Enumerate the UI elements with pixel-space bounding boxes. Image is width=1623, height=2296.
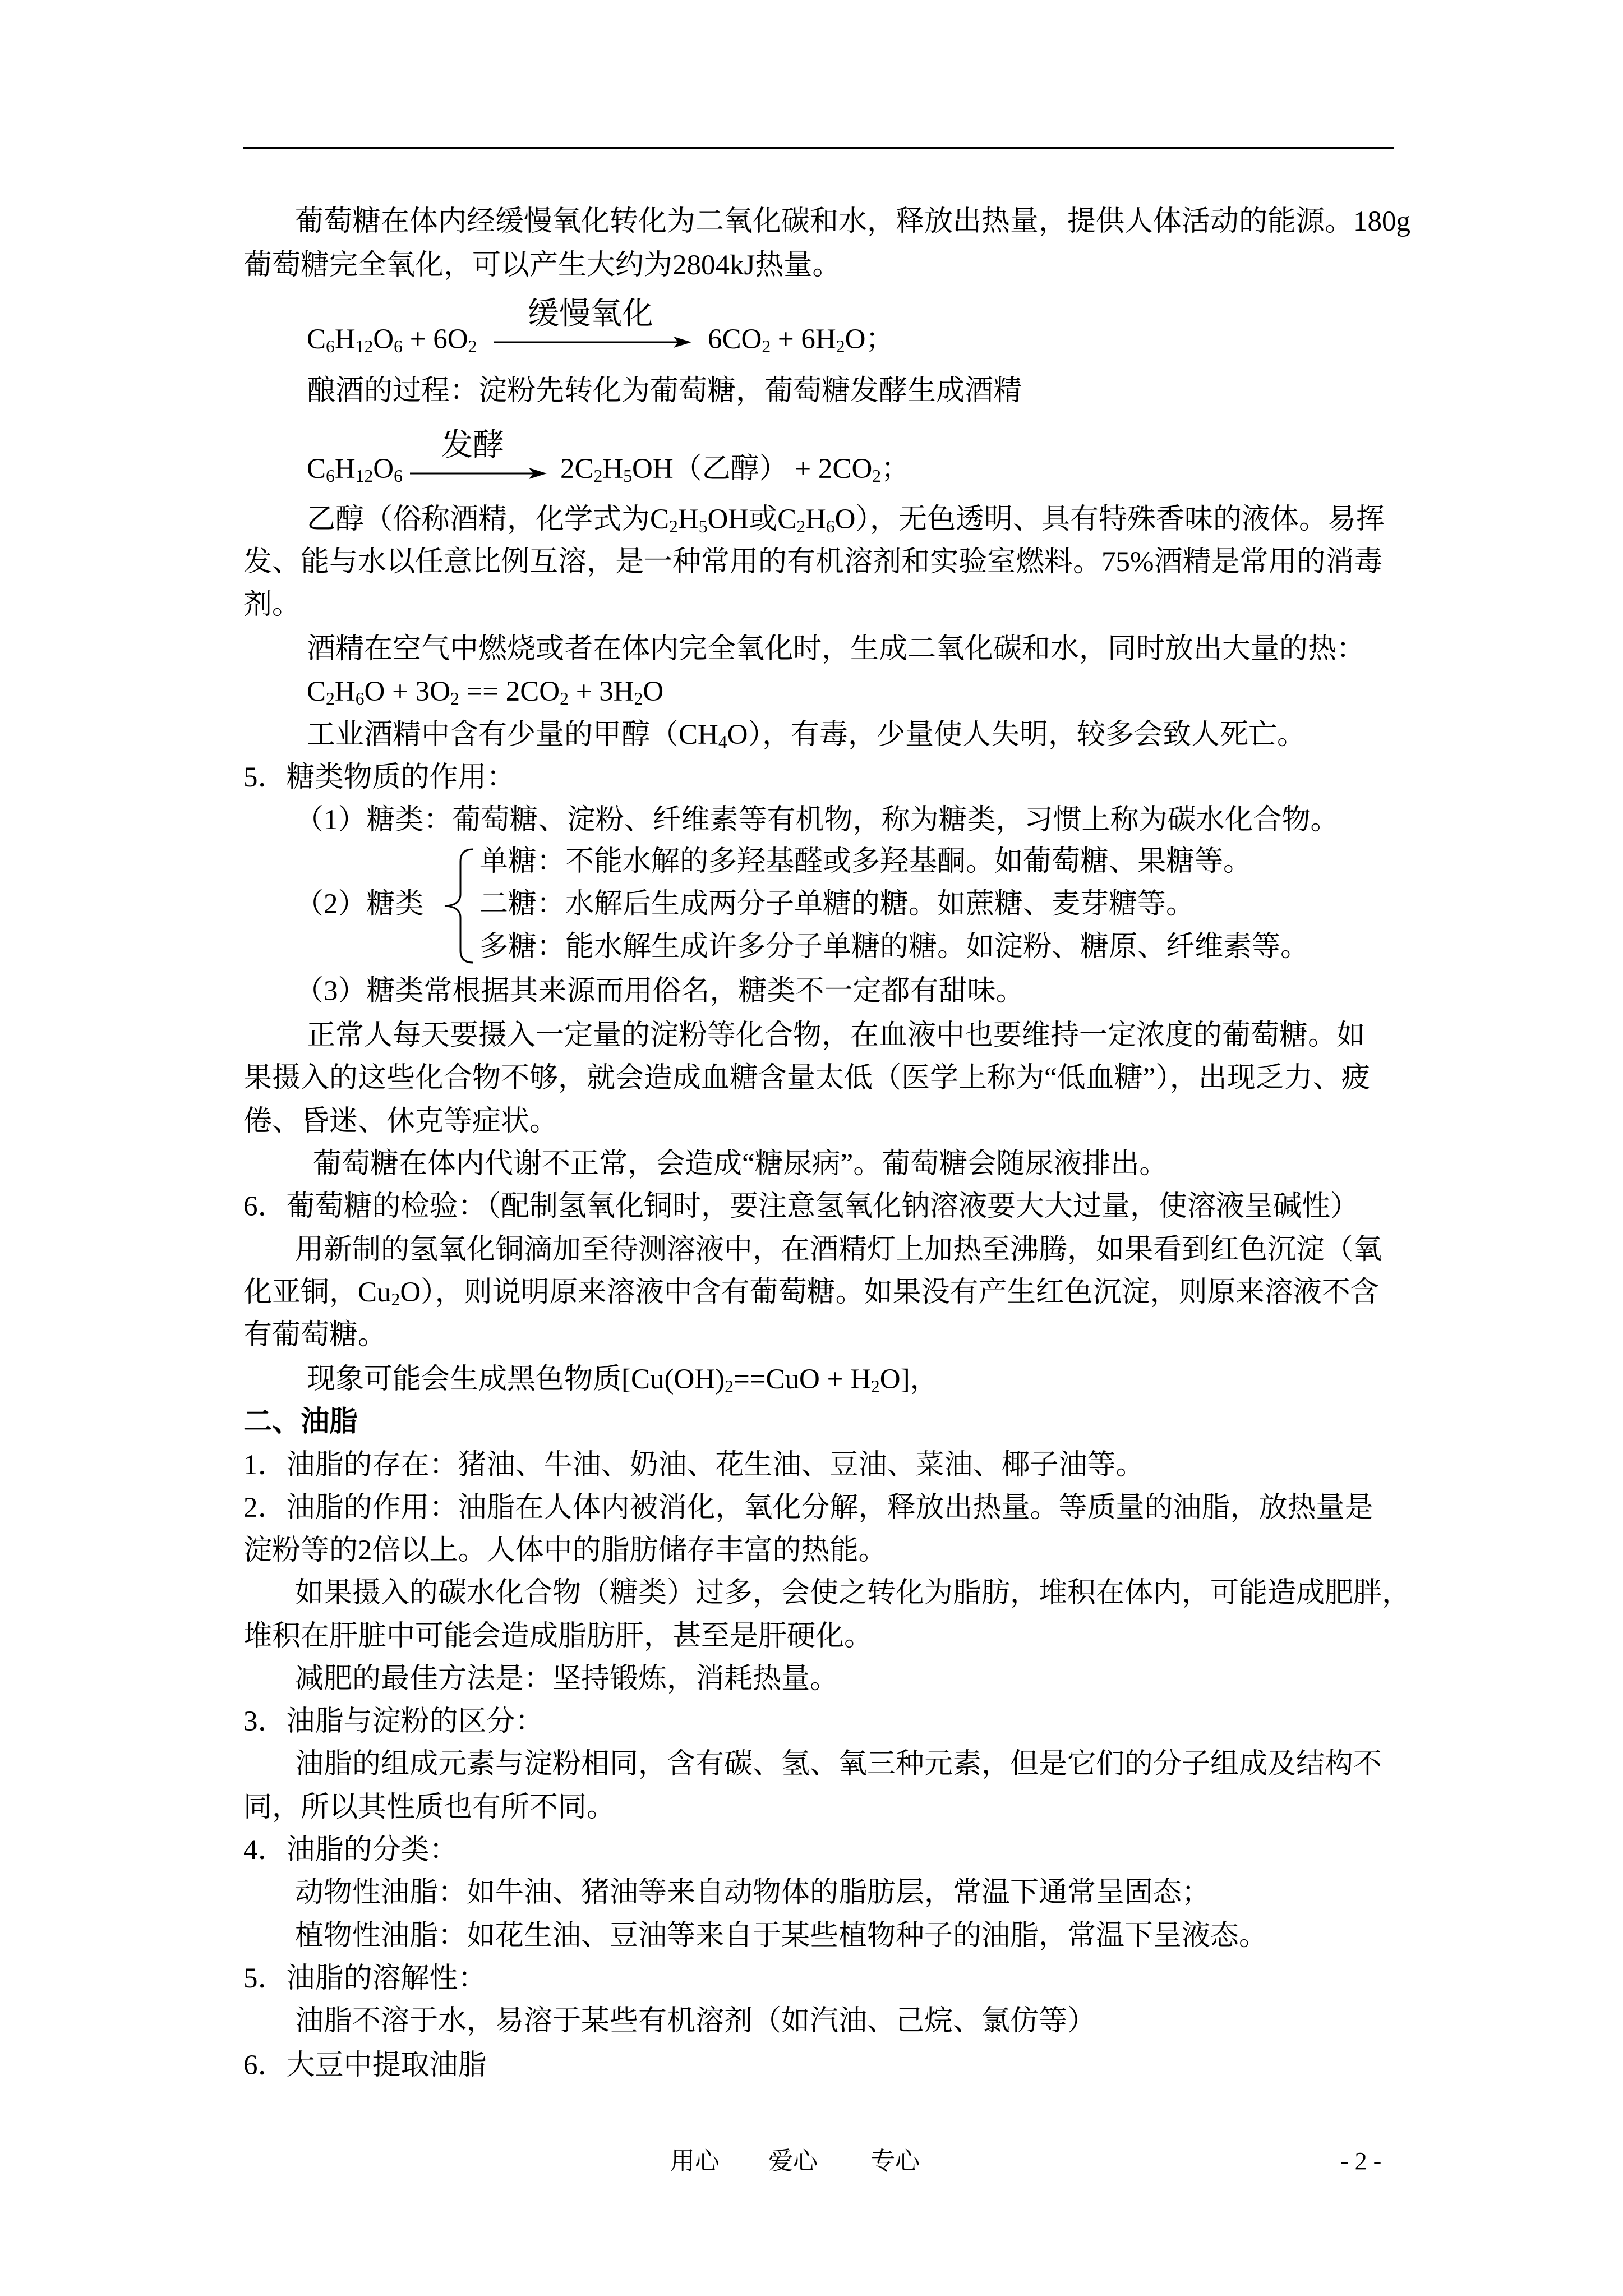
text-run: O； xyxy=(845,324,895,355)
list-item: （3）糖类常根据其来源而用俗名，糖类不一定都有甜味。 xyxy=(295,976,1025,1007)
subscript: 2 xyxy=(725,1376,734,1396)
text-run: 工业酒精中含有少量的甲醇（CH xyxy=(307,719,718,751)
chapter-title: 二、油脂 xyxy=(243,1406,358,1438)
subscript: 4 xyxy=(718,731,727,752)
text-run: + 3H xyxy=(568,676,634,707)
subscript: 2 xyxy=(870,1376,880,1396)
subscript: 2 xyxy=(593,466,603,486)
subscript: 2 xyxy=(796,516,805,536)
paragraph-line: 油脂不溶于水，易溶于某些有机溶剂（如汽油、己烷、氯仿等） xyxy=(295,2005,1096,2037)
text-run: C xyxy=(307,676,326,707)
text-run: O xyxy=(643,676,664,707)
paragraph-line: 正常人每天要摄入一定量的淀粉等化合物，在血液中也要维持一定浓度的葡萄糖。如 xyxy=(307,1020,1366,1051)
text-run: O]， xyxy=(879,1364,939,1395)
text-run: ； xyxy=(881,453,910,485)
text-run: OH或C xyxy=(707,504,797,535)
paragraph-line: 葡萄糖在体内经缓慢氧化转化为二氧化碳和水，释放出热量，提供人体活动的能源。180g xyxy=(295,206,1411,237)
header-rule xyxy=(243,147,1394,149)
text-run: 乙醇（俗称酒精，化学式为C xyxy=(307,504,670,535)
equation-reactants xyxy=(307,318,477,361)
curly-brace xyxy=(440,847,475,965)
section-heading: 4．油脂的分类： xyxy=(243,1834,458,1866)
text-run: H xyxy=(334,324,356,355)
paragraph-line: 酒精在空气中燃烧或者在体内完全氧化时，生成二氧化碳和水，同时放出大量的热： xyxy=(307,633,1366,665)
footer-motto: 专心 xyxy=(870,2147,920,2175)
subscript: 2 xyxy=(836,336,845,356)
paragraph-line: 油脂的组成元素与淀粉相同，含有碳、氢、氧三种元素，但是它们的分子组成及结构不 xyxy=(295,1749,1382,1780)
paragraph-line: 有葡萄糖。 xyxy=(243,1319,387,1351)
paragraph-line: 堆积在肝脏中可能会造成脂肪肝，甚至是肝硬化。 xyxy=(243,1621,873,1652)
paragraph-line: 淀粉等的2倍以上。人体中的脂肪储存丰富的热能。 xyxy=(243,1535,887,1566)
subscript: 2 xyxy=(450,688,459,708)
subscript: 2 xyxy=(468,336,477,356)
paragraph-line: 用新制的氢氧化铜滴加至待测溶液中，在酒精灯上加热至沸腾，如果看到红色沉淀（氧 xyxy=(295,1234,1382,1266)
sugar-type-item: 多糖：能水解生成许多分子单糖的糖。如淀粉、糖原、纤维素等。 xyxy=(479,931,1310,963)
subscript: 12 xyxy=(355,466,374,486)
text-run: O xyxy=(373,453,394,485)
subscript: 6 xyxy=(394,466,403,486)
equation-products xyxy=(708,318,894,361)
subscript: 5 xyxy=(698,516,708,536)
paragraph-line xyxy=(307,1358,939,1401)
subscript: 2 xyxy=(391,1289,400,1309)
paragraph-line: 植物性油脂：如花生油、豆油等来自于某些植物种子的油脂，常温下呈液态。 xyxy=(295,1920,1268,1952)
text-run: O），有毒，少量使人失明，较多会致人死亡。 xyxy=(727,719,1306,751)
sugar-type-item: 二糖：水解后生成两分子单糖的糖。如蔗糖、麦芽糖等。 xyxy=(479,889,1195,920)
paragraph-line: 减肥的最佳方法是：坚持锻炼，消耗热量。 xyxy=(295,1663,839,1695)
paragraph-line: 同，所以其性质也有所不同。 xyxy=(243,1792,616,1823)
text-run: 2C xyxy=(560,453,594,485)
subscript: 2 xyxy=(669,516,678,536)
equation-products xyxy=(560,448,910,490)
paragraph-line: 果摄入的这些化合物不够，就会造成血糖含量太低（医学上称为“低血糖”），出现乏力、疲 xyxy=(243,1062,1370,1094)
subscript: 6 xyxy=(326,336,335,356)
reaction-condition: 发酵 xyxy=(441,427,504,463)
text-run: H xyxy=(334,453,356,485)
section-heading: 6．葡萄糖的检验：（配制氢氧化铜时，要注意氢氧化钠溶液要大大过量，使溶液呈碱性） xyxy=(243,1191,1359,1222)
text-run: OH（乙醇） + 2CO xyxy=(632,453,873,485)
subscript: 6 xyxy=(355,688,365,708)
text-run: O），则说明原来溶液中含有葡萄糖。如果没有产生红色沉淀，则原来溶液不含 xyxy=(400,1277,1379,1308)
paragraph-line xyxy=(307,714,1306,756)
paragraph-line: 酿酒的过程：淀粉先转化为葡萄糖，葡萄糖发酵生成酒精 xyxy=(307,375,1022,407)
paragraph-line: 倦、昏迷、休克等症状。 xyxy=(243,1106,559,1137)
text-run: == 2CO xyxy=(459,676,560,707)
paragraph-line: 葡萄糖在体内代谢不正常，会造成“糖尿病”。葡萄糖会随尿液排出。 xyxy=(313,1148,1168,1180)
text-run: + 6H xyxy=(771,324,836,355)
paragraph-line: 葡萄糖完全氧化，可以产生大约为2804kJ热量。 xyxy=(243,250,841,281)
section-heading: 5．糖类物质的作用： xyxy=(243,762,515,793)
text-run: H xyxy=(334,676,356,707)
reaction-condition: 缓慢氧化 xyxy=(528,296,653,332)
text-run: 6CO xyxy=(708,324,762,355)
page-number: - 2 - xyxy=(1340,2147,1382,2175)
subscript: 6 xyxy=(826,516,835,536)
section-heading: 6．大豆中提取油脂 xyxy=(243,2050,487,2081)
text-run: O + 3O xyxy=(364,676,450,707)
subscript: 5 xyxy=(623,466,632,486)
text-run: C xyxy=(307,453,326,485)
subscript: 6 xyxy=(394,336,403,356)
section-heading: 2．油脂的作用：油脂在人体内被消化，氧化分解，释放出热量。等质量的油脂，放热量是 xyxy=(243,1492,1373,1524)
text-run: O xyxy=(373,324,394,355)
reaction-arrow xyxy=(494,334,691,350)
text-run: H xyxy=(677,504,699,535)
footer-motto: 用心 xyxy=(670,2147,720,2175)
text-run: O），无色透明、具有特殊香味的液体。易挥 xyxy=(834,504,1385,535)
text-run: C xyxy=(307,324,326,355)
paragraph-line: 发、能与水以任意比例互溶，是一种常用的有机溶剂和实验室燃料。75%酒精是常用的消毒 xyxy=(243,546,1383,578)
subscript: 6 xyxy=(326,466,335,486)
paragraph-line xyxy=(243,1271,1379,1314)
text-run: + 6O xyxy=(402,324,468,355)
combustion-equation xyxy=(307,670,663,713)
subscript: 2 xyxy=(762,336,771,356)
text-run: 化亚铜，Cu xyxy=(243,1277,391,1308)
paragraph-line xyxy=(307,498,1385,541)
subscript: 2 xyxy=(560,688,569,708)
subscript: 2 xyxy=(872,466,882,486)
paragraph-line: 动物性油脂：如牛油、猪油等来自动物体的脂肪层，常温下通常呈固态； xyxy=(295,1877,1211,1908)
text-run: H xyxy=(805,504,826,535)
text-run: 现象可能会生成黑色物质[Cu(OH) xyxy=(307,1364,725,1395)
text-run: H xyxy=(602,453,624,485)
sugar-type-item: 单糖：不能水解的多羟基醛或多羟基酮。如葡萄糖、果糖等。 xyxy=(479,846,1252,877)
section-heading: 5．油脂的溶解性： xyxy=(243,1963,487,1994)
reaction-arrow xyxy=(410,466,547,481)
subscript: 2 xyxy=(634,688,643,708)
subscript: 2 xyxy=(326,688,335,708)
subscript: 12 xyxy=(355,336,374,356)
section-heading: 3．油脂与淀粉的区分： xyxy=(243,1706,544,1737)
list-item: （1）糖类：葡萄糖、淀粉、纤维素等有机物，称为糖类，习惯上称为碳水化合物。 xyxy=(295,804,1339,836)
footer-motto: 爱心 xyxy=(768,2147,818,2175)
section-heading: 1．油脂的存在：猪油、牛油、奶油、花生油、豆油、菜油、椰子油等。 xyxy=(243,1450,1145,1481)
paragraph-line: 剂。 xyxy=(243,589,301,620)
text-run: ==CuO + H xyxy=(733,1364,871,1395)
paragraph-line: 如果摄入的碳水化合物（糖类）过多，会使之转化为脂肪，堆积在体内，可能造成肥胖， xyxy=(295,1577,1411,1609)
list-item-label: （2）糖类 xyxy=(295,889,424,920)
